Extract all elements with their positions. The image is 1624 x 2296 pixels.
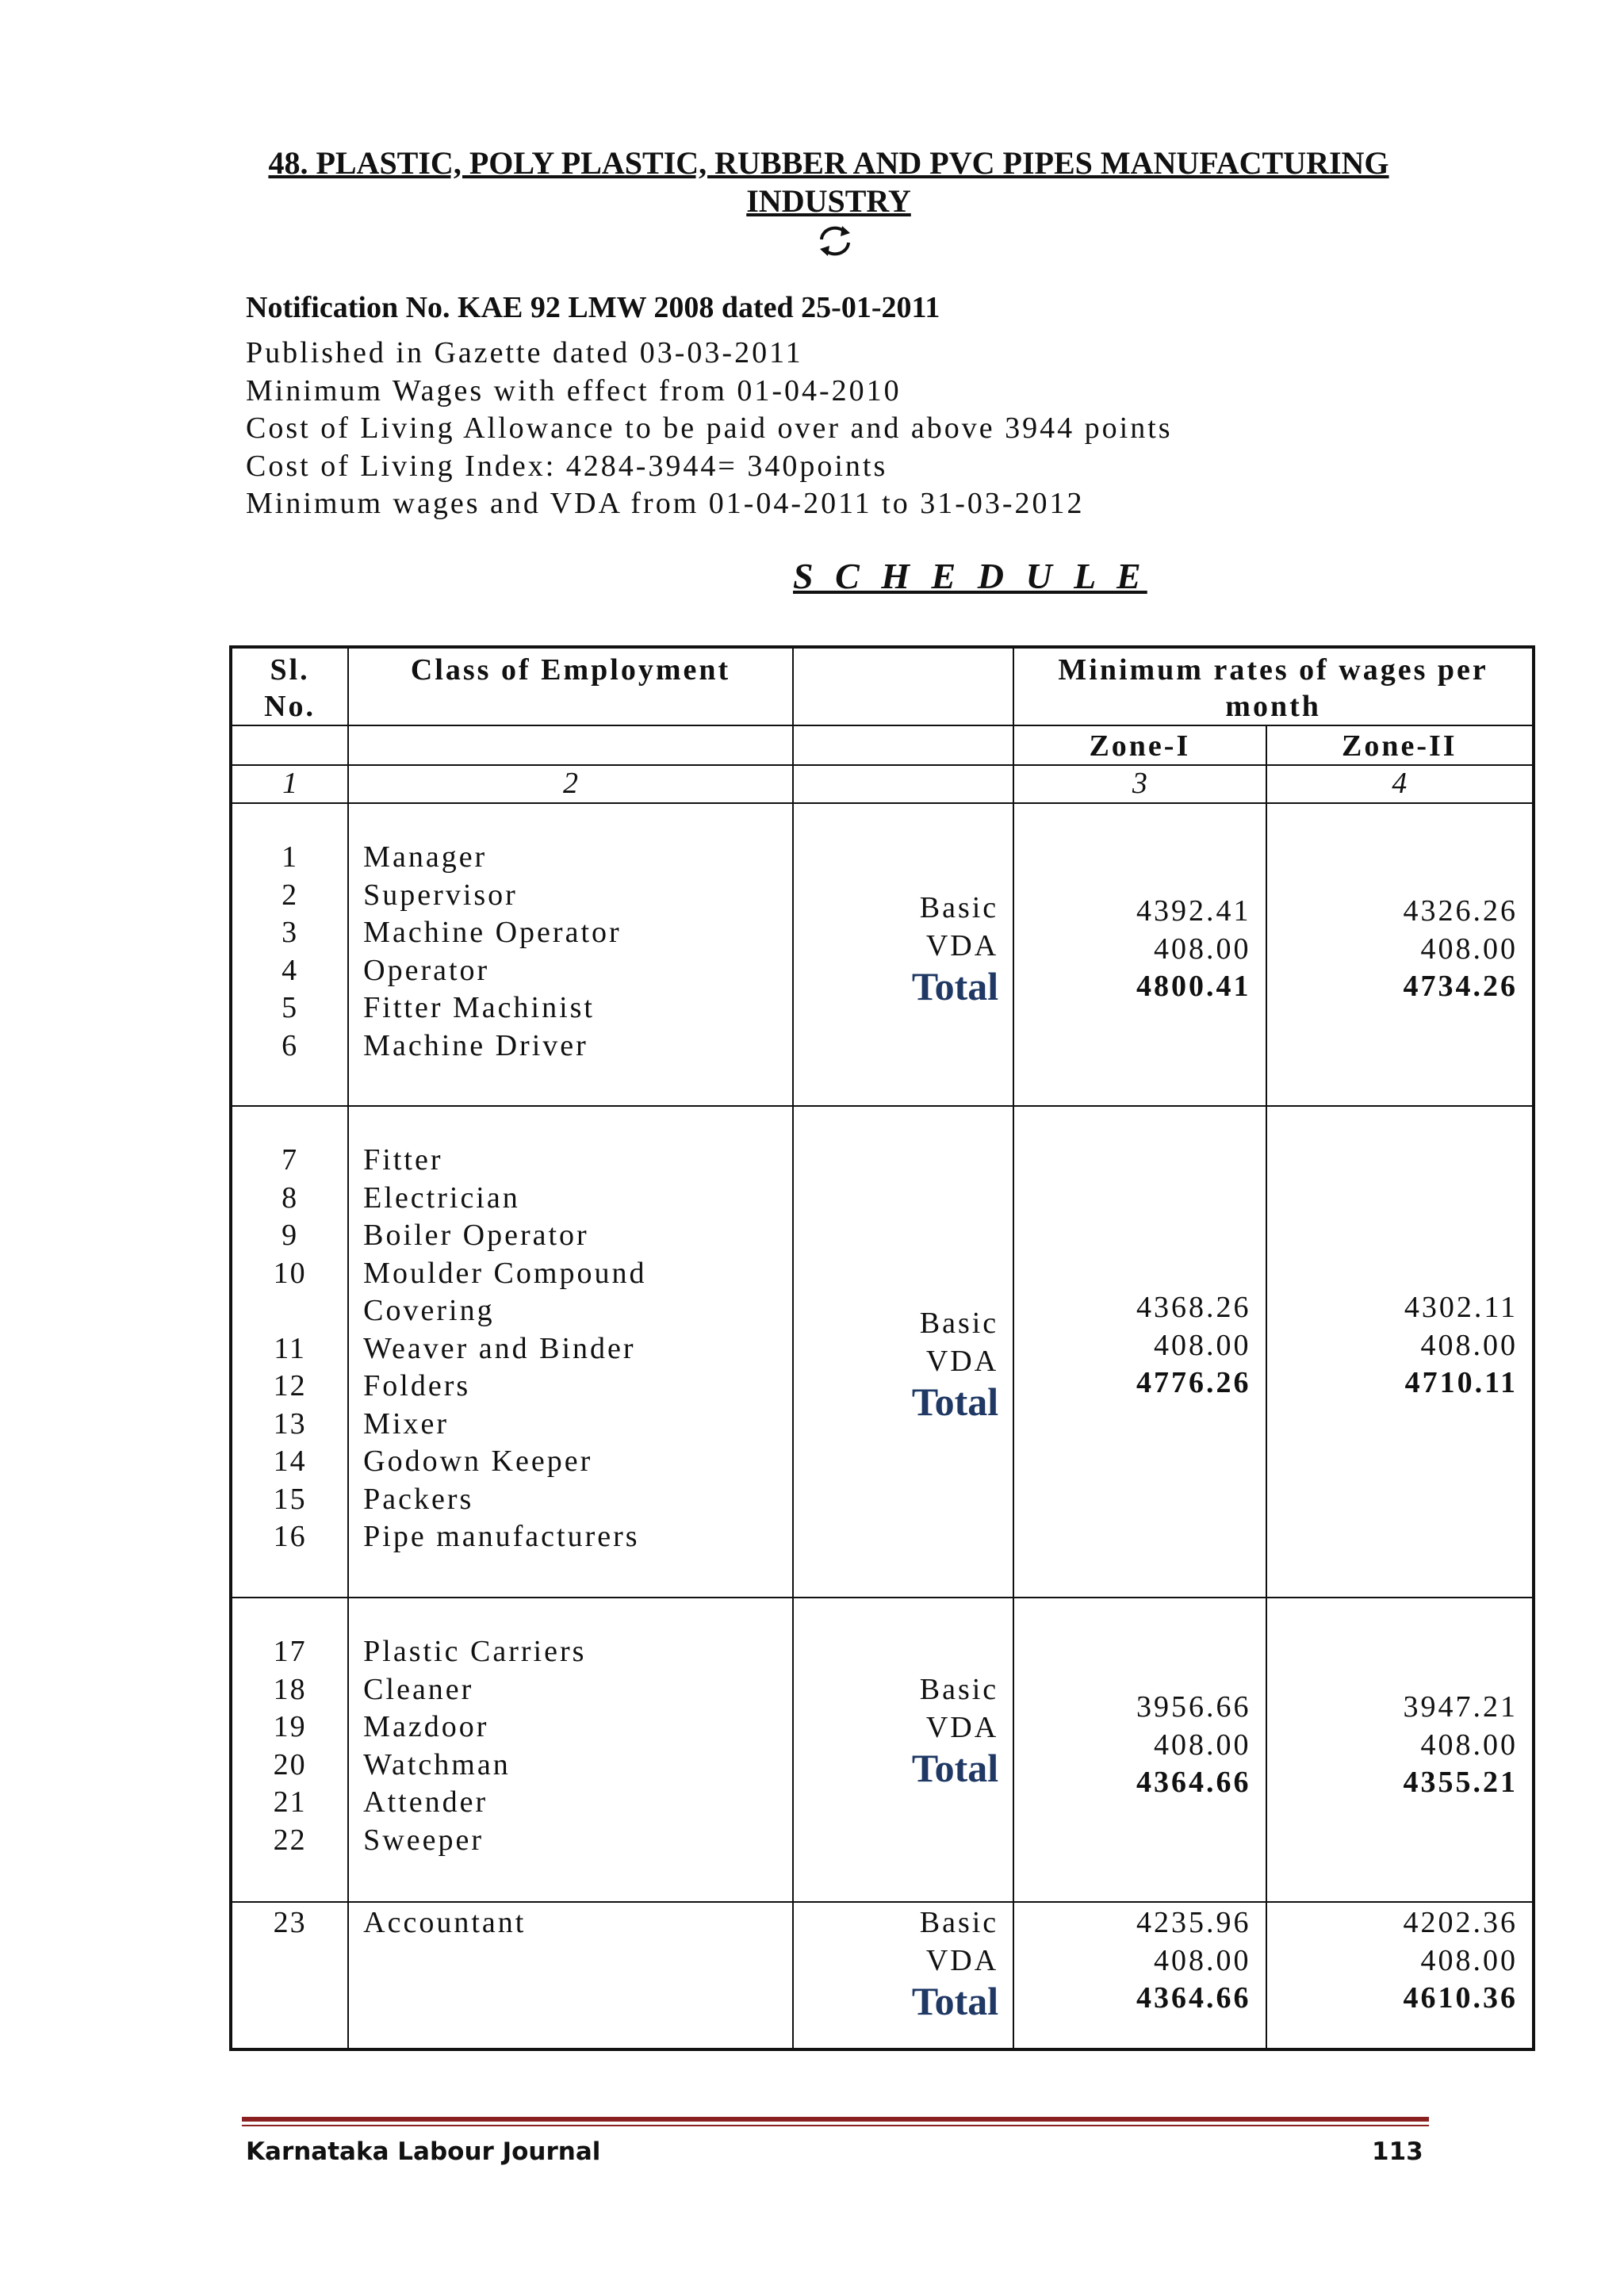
sl-cell: 17 18 19 20 21 22 <box>231 1598 348 1902</box>
page-title: 48. PLASTIC, POLY PLASTIC, RUBBER AND PVC PIPES MANUFACTURING INDUSTRY <box>268 145 1389 219</box>
column-number-4: 4 <box>1266 765 1534 803</box>
zone2-cell: 4302.11 408.00 4710.11 <box>1266 1106 1534 1598</box>
zone-header-row <box>231 725 1534 765</box>
table-header-row <box>231 647 1534 725</box>
zone2-cell: 3947.21 408.00 4355.21 <box>1266 1598 1534 1902</box>
label-cell: Basic VDA Total <box>793 803 1013 1106</box>
header-zone-2: Zone-II <box>1266 725 1534 765</box>
header-zone-1: Zone-I <box>1013 725 1266 765</box>
zone1-cell: 4235.96 408.00 4364.66 <box>1013 1902 1266 2049</box>
sl-cell: 7 8 9 10 11 12 13 14 15 16 <box>231 1106 348 1598</box>
label-cell: Basic VDA Total <box>793 1106 1013 1598</box>
header-minimum-rates: Minimum rates of wages per month <box>1013 647 1534 725</box>
zone1-cell: 3956.66 408.00 4364.66 <box>1013 1598 1266 1902</box>
gazette-date: Published in Gazette dated 03-03-2011 <box>246 336 803 369</box>
class-cell: Fitter Electrician Boiler Operator Moulder Compound Covering Weaver and Binder Folders Mixer Godown Keeper Packers Pipe manufacturers <box>348 1106 793 1598</box>
wage-schedule-table <box>229 645 1535 2051</box>
header-sl-no: Sl. No. <box>231 647 348 725</box>
effective-date: Minimum Wages with effect from 01-04-2010 <box>246 373 902 408</box>
table-row <box>231 1106 1534 1598</box>
table-row <box>231 1598 1534 1902</box>
footer-rule <box>242 2117 1429 2122</box>
zone2-cell: 4202.36 408.00 4610.36 <box>1266 1902 1534 2049</box>
cost-of-living-index: Cost of Living Index: 4284-3944= 340points <box>246 449 888 483</box>
page-number: 113 <box>1372 2137 1423 2166</box>
class-cell: Plastic Carriers Cleaner Mazdoor Watchman Attender Sweeper <box>348 1598 793 1902</box>
sl-cell: 23 <box>231 1902 348 2049</box>
label-cell: Basic VDA Total <box>793 1598 1013 1902</box>
zone2-cell: 4326.26 408.00 4734.26 <box>1266 803 1534 1106</box>
footer-journal-name: Karnataka Labour Journal <box>246 2137 601 2166</box>
sl-cell: 1 2 3 4 5 6 <box>231 803 348 1106</box>
class-cell: Manager Supervisor Machine Operator Operator Fitter Machinist Machine Driver <box>348 803 793 1106</box>
notification-number: Notification No. KAE 92 LMW 2008 dated 25-01-2011 <box>246 291 940 324</box>
refresh-icon <box>814 222 856 260</box>
header-class-of-employment: Class of Employment <box>348 647 793 725</box>
column-number-3: 3 <box>1013 765 1266 803</box>
column-number-row <box>231 765 1534 803</box>
column-number-2: 2 <box>348 765 793 803</box>
header-empty-cell <box>793 647 1013 725</box>
table-row <box>231 1902 1534 2049</box>
notification-details <box>246 335 1173 523</box>
cola-points: Cost of Living Allowance to be paid over and above 3944 points <box>246 411 1173 445</box>
wage-period: Minimum wages and VDA from 01-04-2011 to 31-03-2012 <box>246 487 1085 520</box>
column-number-1: 1 <box>231 765 348 803</box>
zone1-cell: 4368.26 408.00 4776.26 <box>1013 1106 1266 1598</box>
footer-rule-thin <box>242 2125 1429 2126</box>
table-row <box>231 803 1534 1106</box>
label-cell: Basic VDA Total <box>793 1902 1013 2049</box>
zone1-cell: 4392.41 408.00 4800.41 <box>1013 803 1266 1106</box>
class-cell: Accountant <box>348 1902 793 2049</box>
schedule-heading: S C H E D U L E <box>793 556 1147 596</box>
